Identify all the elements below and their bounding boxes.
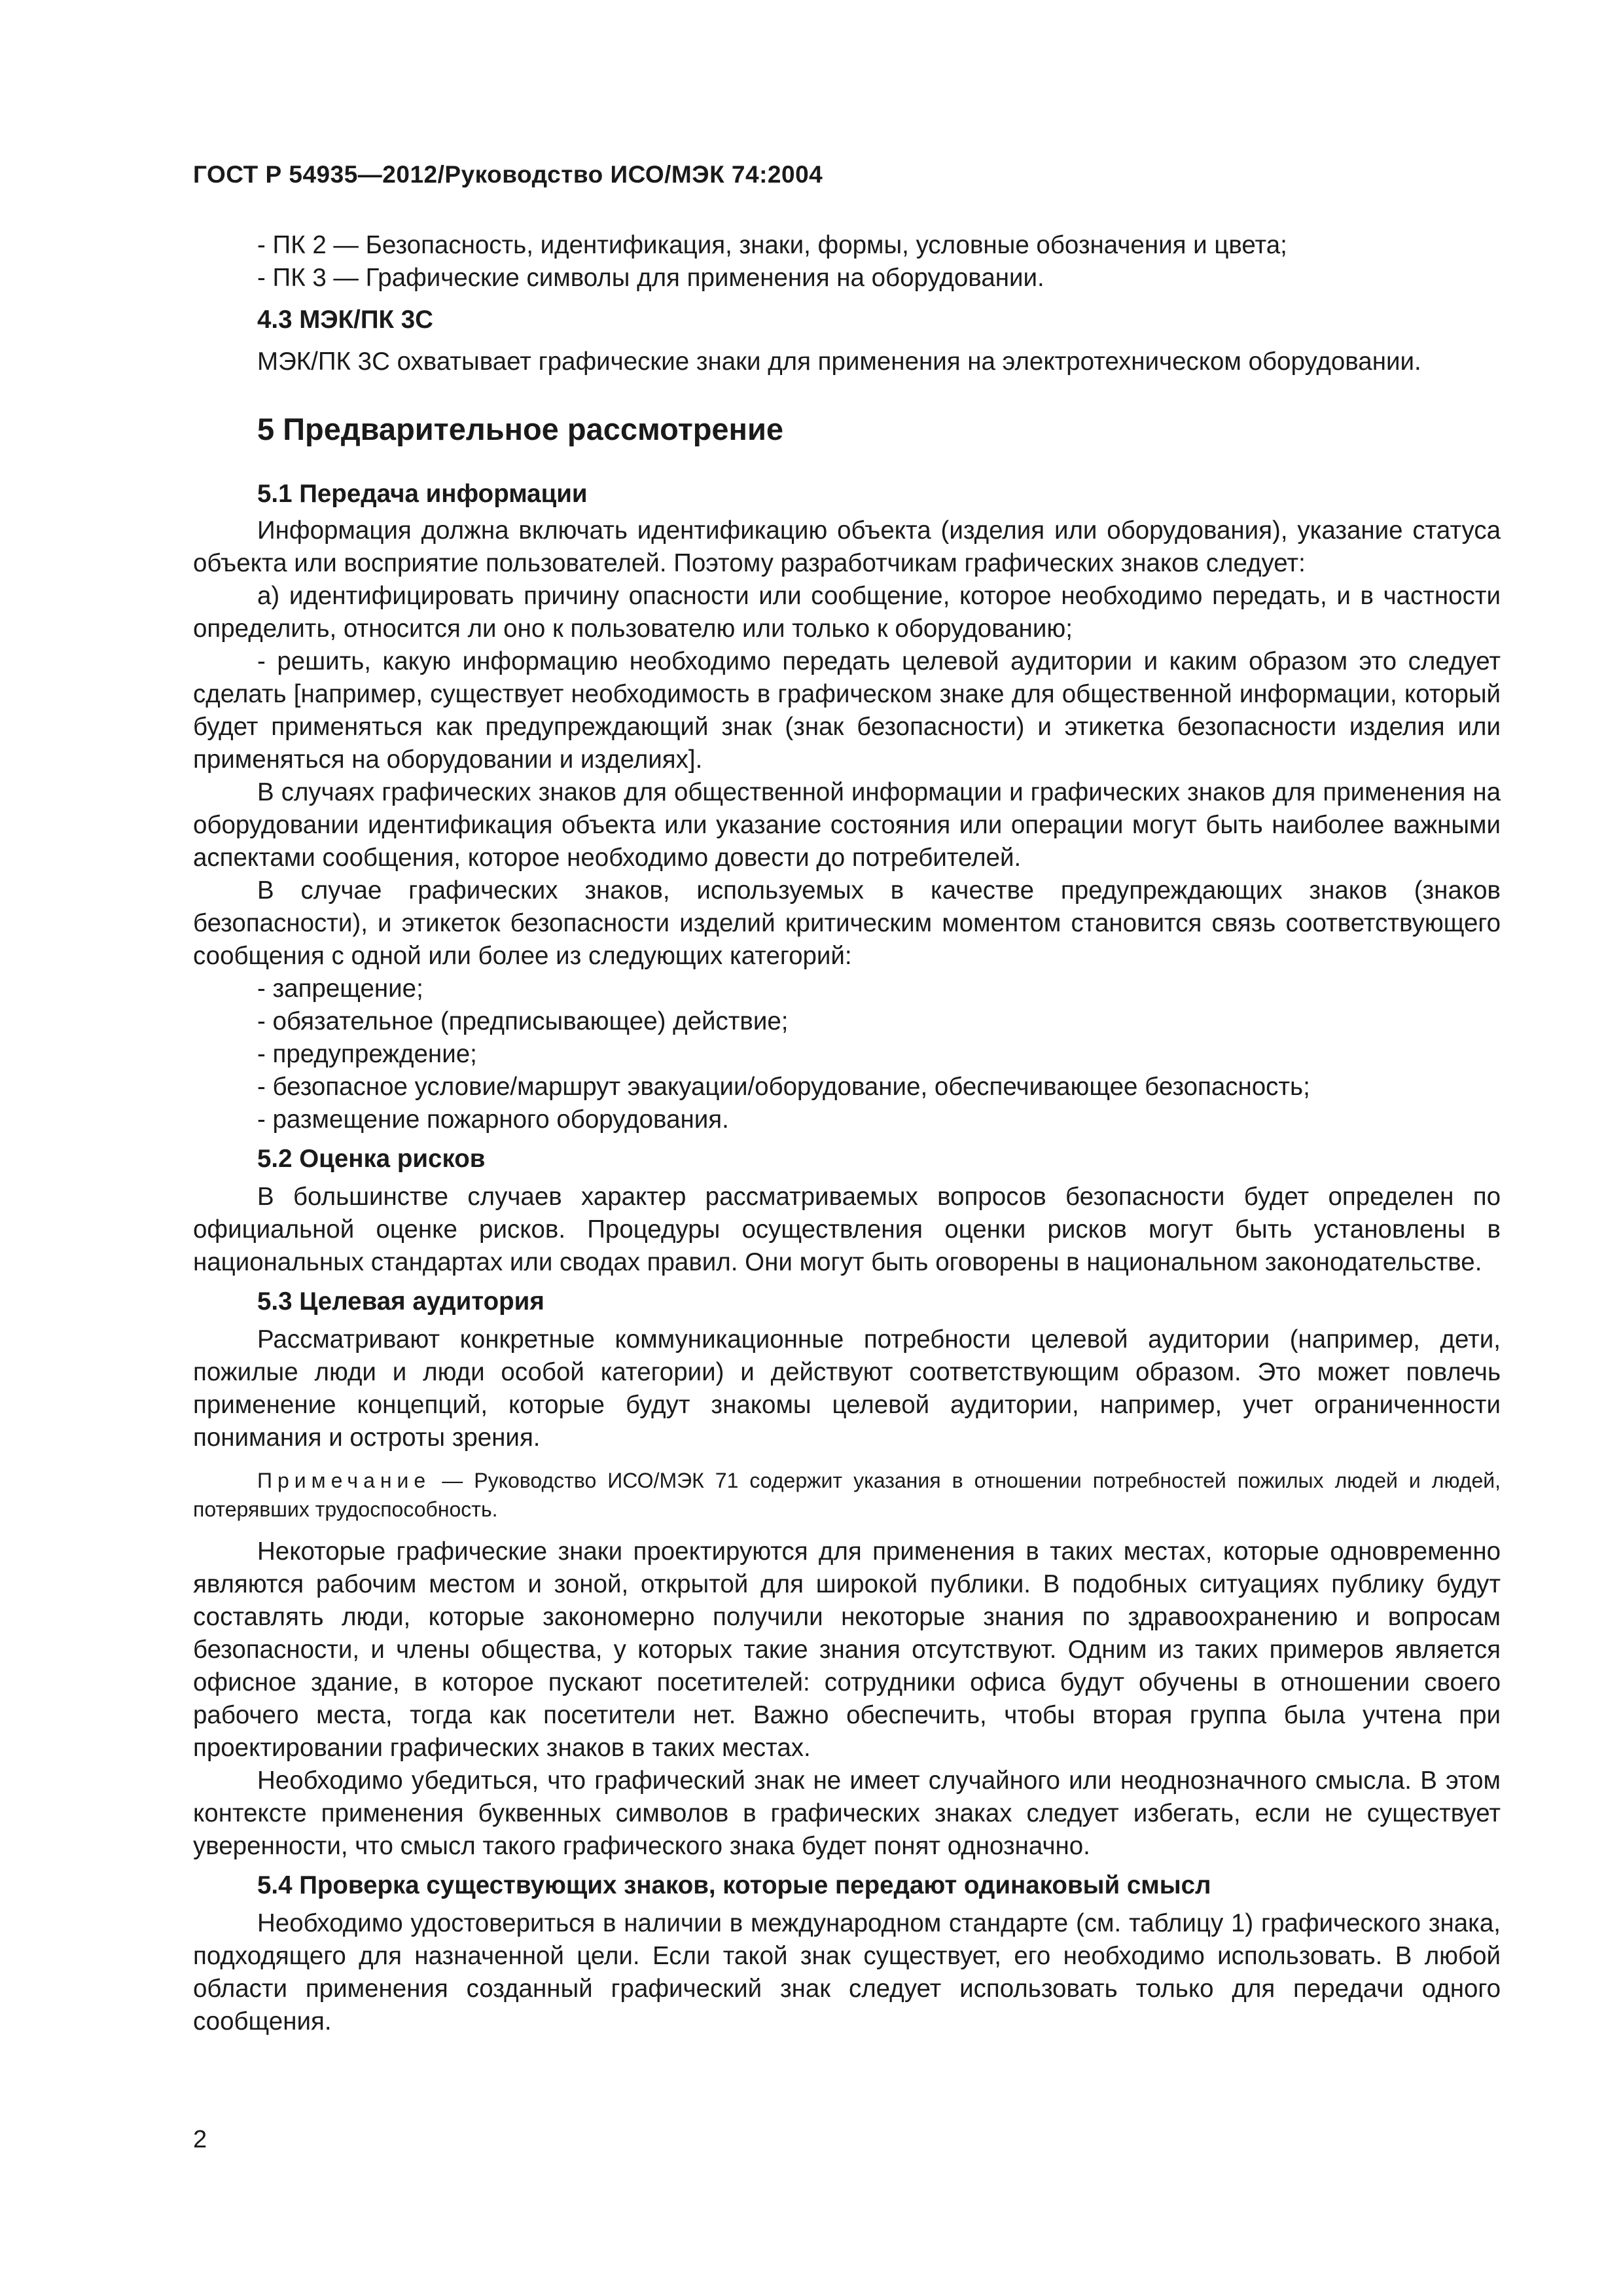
paragraph: В случаях графических знаков для общественной информации и графических знаков для применения на оборудовании идентификация объекта или указание состояния или операции могут быть наиболее важными аспектами сообщения, которое необходимо довести до потребителей.	[193, 778, 1501, 872]
paragraph: Необходимо удостовериться в наличии в международном стандарте (см. таблицу 1) графического знака, подходящего для назначенной цели. Если такой знак существует, его необходимо использовать. В любой области применения созданный графический знак следует использовать только для передачи одного сообщения.	[193, 1909, 1501, 2036]
paragraph: а) идентифицировать причину опасности или сообщение, которое необходимо передать, и в частности определить, относится ли оно к пользователю или только к оборудованию;	[193, 582, 1501, 643]
list-item: - запрещение;	[257, 975, 423, 1003]
note-text: — Руководство ИСО/МЭК 71 содержит указания в отношении потребностей пожилых людей и людей, потерявших трудоспособность.	[193, 1469, 1501, 1521]
note-label: Примечание	[257, 1469, 431, 1492]
list-item: - безопасное условие/маршрут эвакуации/оборудование, обеспечивающее безопасность;	[257, 1073, 1310, 1101]
list-item: - размещение пожарного оборудования.	[257, 1105, 729, 1134]
list-item: - ПК 2 — Безопасность, идентификация, знаки, формы, условные обозначения и цвета;	[257, 231, 1287, 259]
list-item: - предупреждение;	[257, 1040, 477, 1068]
paragraph: В случае графических знаков, используемых в качестве предупреждающих знаков (знаков безопасности), и этикеток безопасности изделий критическим моментом становится связь соответствующего сообщения с одной или более из следующих категорий:	[193, 876, 1501, 970]
section-heading-4-3: 4.3 МЭК/ПК 3С	[257, 306, 433, 334]
list-item: - обязательное (предписывающее) действие;	[257, 1007, 789, 1035]
note	[193, 1466, 1501, 1524]
section-heading-5-4: 5.4 Проверка существующих знаков, которые передают одинаковый смысл	[257, 1871, 1211, 1899]
paragraph: - решить, какую информацию необходимо передать целевой аудитории и каким образом это следует сделать [например, существует необходимость в графическом знаке для общественной информации, который будет применяться как предупреждающий знак (знак безопасности) и этикетка безопасности изделия или применяться на оборудовании и изделиях].	[193, 647, 1501, 774]
paragraph: В большинстве случаев характер рассматриваемых вопросов безопасности будет определен по официальной оценке рисков. Процедуры осуществления оценки рисков могут быть установлены в национальных стандартах или сводах правил. Они могут быть оговорены в национальном законодательстве.	[193, 1183, 1501, 1276]
paragraph: Рассматривают конкретные коммуникационные потребности целевой аудитории (например, дети, пожилые люди и люди особой категории) и действуют соответствующим образом. Это может повлечь применение концепций, которые будут знакомы целевой аудитории, например, учет ограниченности понимания и остроты зрения.	[193, 1325, 1501, 1452]
section-heading-5-1: 5.1 Передача информации	[257, 480, 588, 508]
paragraph: Некоторые графические знаки проектируются для применения в таких местах, которые одновременно являются рабочим местом и зоной, открытой для широкой публики. В подобных ситуациях публику будут составлять люди, которые закономерно получили некоторые знания по здравоохранению и вопросам безопасности, и члены общества, у которых такие знания отсутствуют. Одним из таких примеров является офисное здание, в которое пускают посетителей: сотрудники офиса будут обучены в отношении своего рабочего места, тогда как посетители нет. Важно обеспечить, чтобы вторая группа была учтена при проектировании графических знаков в таких местах.	[193, 1537, 1501, 1762]
paragraph: Необходимо убедиться, что графический знак не имеет случайного или неоднозначного смысла. В этом контексте применения буквенных символов в графических знаках следует избегать, если не существует уверенности, что смысл такого графического знака будет понят однозначно.	[193, 1767, 1501, 1860]
document-header: ГОСТ Р 54935—2012/Руководство ИСО/МЭК 74:2004	[193, 161, 823, 188]
list-item: - ПК 3 — Графические символы для применения на оборудовании.	[257, 264, 1044, 292]
section-heading-5-2: 5.2 Оценка рисков	[257, 1145, 486, 1173]
page-content	[193, 229, 1501, 2038]
section-heading-5: 5 Предварительное рассмотрение	[257, 412, 783, 446]
paragraph: МЭК/ПК 3С охватывает графические знаки для применения на электротехническом оборудовании.	[257, 348, 1421, 376]
section-heading-5-3: 5.3 Целевая аудитория	[257, 1287, 544, 1316]
paragraph: Информация должна включать идентификацию объекта (изделия или оборудования), указание статуса объекта или восприятие пользователей. Поэтому разработчикам графических знаков следует:	[193, 516, 1501, 577]
page-number: 2	[193, 2126, 207, 2153]
